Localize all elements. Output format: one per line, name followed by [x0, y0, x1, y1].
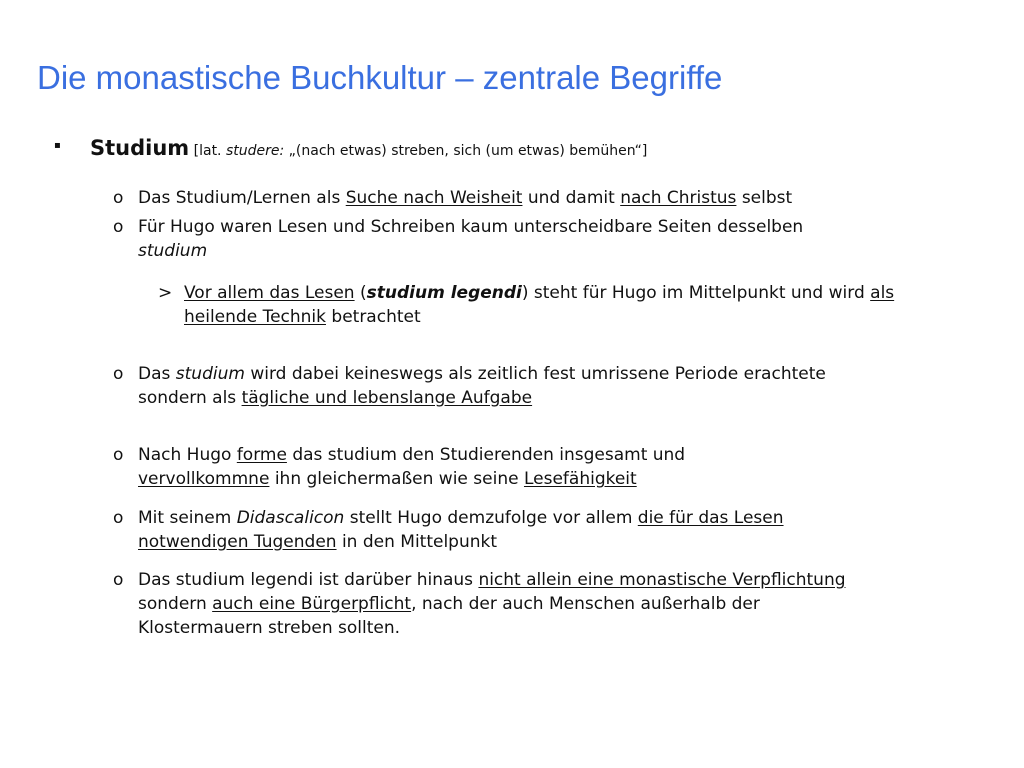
list-item	[184, 281, 954, 329]
underlined-term: Suche nach Weisheit	[345, 188, 523, 208]
text: Das Studium/Lernen als	[138, 188, 346, 208]
underlined-term: Vor allem das Lesen	[184, 283, 355, 303]
arrow-bullet-icon: >	[158, 283, 173, 303]
list-item	[138, 186, 958, 210]
text: wird dabei keineswegs als zeitlich fest umrissene Periode erachtete sondern als	[138, 364, 826, 408]
underlined-term: auch eine Bürgerpflicht	[212, 594, 412, 614]
etymology-rest: „(nach etwas) streben, sich (um etwas) bemühen“]	[284, 143, 648, 159]
text: stellt Hugo demzufolge vor allem	[344, 508, 638, 528]
slide-title: Die monastische Buchkultur – zentrale Begriffe	[37, 59, 723, 96]
underlined-term: tägliche und lebenslange Aufgabe	[241, 388, 533, 408]
text: das studium den Studierenden insgesamt und	[286, 445, 686, 465]
text: betrachtet	[326, 307, 421, 327]
underlined-term: Lesefähigkeit	[523, 469, 637, 489]
main-term-line	[90, 134, 647, 165]
list-item	[138, 568, 863, 640]
circle-bullet-icon: o	[113, 570, 124, 590]
text: ) steht für Hugo im Mittelpunkt und wird	[521, 283, 871, 303]
circle-bullet-icon: o	[113, 364, 124, 384]
circle-bullet-icon: o	[113, 508, 124, 528]
text: , nach der auch Menschen außerhalb der Klostermauern streben sollten.	[138, 594, 760, 638]
underlined-term: als heilende Technik	[184, 283, 895, 327]
text: sondern	[138, 594, 213, 614]
text: und damit	[522, 188, 621, 208]
main-term: Studium	[90, 136, 190, 160]
text: selbst	[736, 188, 793, 208]
square-bullet-icon: ▪	[54, 140, 61, 151]
italic-term: studium	[175, 364, 245, 384]
list-item	[138, 443, 808, 491]
list-item	[138, 362, 868, 410]
underlined-term: vervollkommne	[138, 469, 270, 489]
text: Für Hugo waren Lesen und Schreiben kaum unterscheidbare Seiten desselben	[138, 217, 804, 237]
text: Das studium legendi ist darüber hinaus	[138, 570, 479, 590]
underlined-term: nach Christus	[620, 188, 737, 208]
circle-bullet-icon: o	[113, 217, 124, 237]
italic-term: studium	[138, 241, 208, 261]
circle-bullet-icon: o	[113, 445, 124, 465]
list-item	[138, 215, 838, 263]
text: (	[354, 283, 367, 303]
text: Mit seinem	[138, 508, 237, 528]
underlined-term: nicht allein eine monastische Verpflichtung	[478, 570, 846, 590]
etymology-open: [lat.	[189, 143, 226, 159]
text: Das	[138, 364, 176, 384]
underlined-term: die für das Lesen notwendigen Tugenden	[138, 508, 784, 552]
underlined-term: forme	[236, 445, 287, 465]
list-item	[138, 506, 838, 554]
text: Nach Hugo	[138, 445, 237, 465]
text: in den Mittelpunkt	[336, 532, 498, 552]
italic-term: Didascalicon	[236, 508, 345, 528]
circle-bullet-icon: o	[113, 188, 124, 208]
bold-italic-term: studium legendi	[366, 283, 522, 303]
etymology-word: studere:	[225, 143, 285, 159]
text: ihn gleichermaßen wie seine	[269, 469, 524, 489]
